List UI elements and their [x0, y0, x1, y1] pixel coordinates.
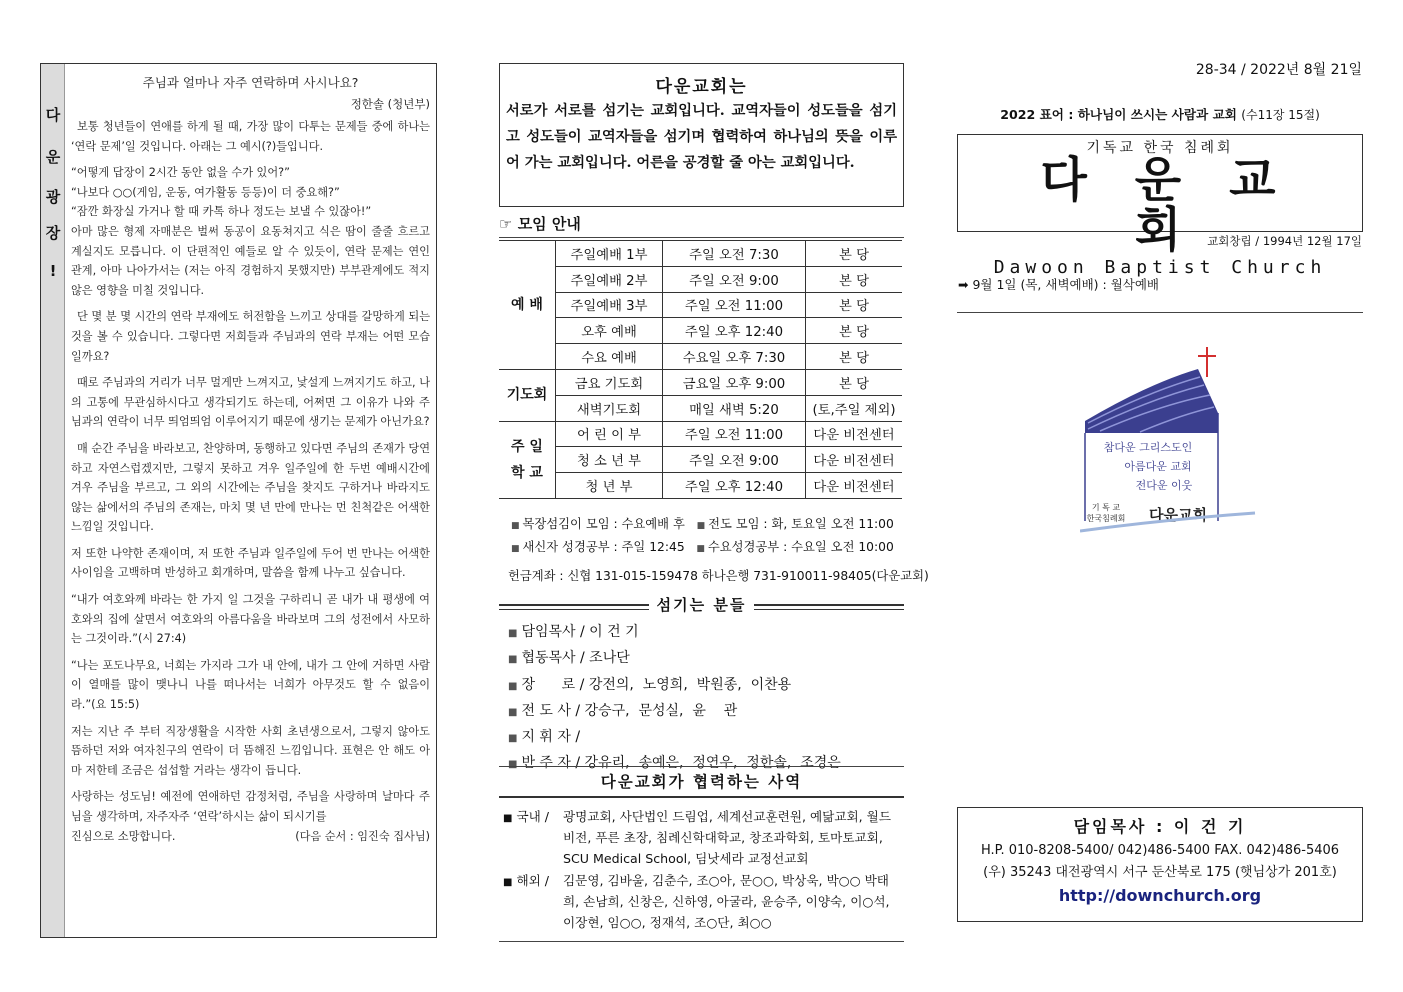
service-name: 어 린 이 부 [556, 421, 663, 447]
issue-date: 28-34 / 2022년 8월 21일 [1195, 62, 1362, 78]
list-item [508, 673, 841, 699]
service-place: 본 당 [806, 369, 903, 395]
paragraph: “내가 여호와께 바라는 한 가지 일 그것을 구하리니 곧 내가 내 평생에 여호와의 집에 살면서 여호와의 아름다움을 바라보며 그의 성전에서 사모하는 그것이라.”(시 27:4) [71, 593, 430, 646]
quote: “잠깐 화장실 가거나 할 때 카톡 하나 정도는 보낼 수 있잖아!” [71, 205, 372, 219]
church-name: 다운교회 [1040, 152, 1324, 258]
mission-title: 다운교회는 [655, 77, 748, 97]
servers-title: 섬기는 분들 [649, 596, 755, 614]
paragraph: 단 몇 분 몇 시간의 연락 부재에도 허전함을 느끼고 상대를 갈망하게 되는 것을 볼 수 있습니다. 그렇다면 저희들과 주님과의 연락 부재는 어떤 모습일까요? [71, 310, 430, 363]
quote: “어떻게 답장이 2시간 동안 없을 수가 있어?” [71, 166, 290, 180]
square-bullet-icon: ■ [508, 628, 518, 639]
coop-header: 다운교회가 협력하는 사역 [499, 766, 904, 798]
note-text: 전도 모임 : 화, 토요일 오전 11:00 [708, 517, 894, 531]
pointing-hand-icon: ☞ [499, 215, 513, 233]
table-row [499, 395, 902, 421]
service-time: 주일 오전 9:00 [663, 266, 806, 292]
arrow-right-icon: ➡ [958, 277, 969, 292]
table-row [499, 421, 902, 447]
service-name: 새벽기도회 [556, 395, 663, 421]
table-row [499, 241, 902, 267]
quote: “나보다 ○○(게임, 운동, 여가활동 등등)이 더 중요해?” [71, 185, 340, 199]
denomination: 기독교 한국 침례회 [1086, 140, 1234, 156]
side-char: 광 [45, 188, 61, 206]
square-bullet-icon: ■ [511, 544, 520, 554]
article-title: 주님과 얼마나 자주 연락하며 사시나요? [142, 75, 359, 90]
announcement-text: 9월 1일 (목, 새벽예배) : 월삭예배 [972, 277, 1160, 292]
coop-row [503, 806, 903, 870]
paragraph: 때로 주님과의 거리가 너무 멀게만 느껴지고, 낯설게 느껴지기도 하고, 나의 고통에 무관심하시다고 생각되기도 하는데, 어쩌면 그 이유가 나와 주님과의 연락이 너무 띄엄띄엄 이루어지기 때문에 생기는 문제가 아닌가요? [71, 376, 430, 429]
note-row [511, 514, 894, 537]
article-author: 정한솔 (청년부) [350, 97, 430, 111]
article-footer [71, 827, 430, 847]
service-place: 본 당 [806, 344, 903, 370]
category-line: 주 일 [511, 438, 543, 455]
service-place: 본 당 [806, 241, 903, 267]
side-char: 장 [45, 224, 61, 242]
service-name: 금요 기도회 [556, 369, 663, 395]
coop-text: 광명교회, 사단법인 드림업, 세계선교훈련원, 예닮교회, 월드비전, 푸른 초장, 침례신학대학교, 창조과학회, 토마토교회, SCU Medical School, 딤낫세라 교정선교회 [563, 809, 892, 867]
side-char: 다 [45, 106, 61, 124]
service-time: 주일 오후 12:40 [663, 318, 806, 344]
table-row [499, 318, 902, 344]
label-text: 해외 / [516, 872, 550, 888]
coop-list [503, 806, 903, 933]
square-bullet-icon: ■ [503, 876, 513, 888]
logo-sub: 한국침례회 [1086, 514, 1126, 523]
logo-name: 다운교회 [1149, 506, 1207, 524]
note-text: 목장섬김이 모임 : 수요예배 후 [522, 517, 685, 531]
side-label [41, 64, 65, 937]
square-bullet-icon: ■ [508, 733, 518, 745]
offering-account: 헌금계좌 : 신협 131-015-159478 하나은행 731-910011-98405(다운교회) [508, 569, 929, 583]
server-text: 장 로 / 강전의, 노영희, 박원종, 이찬용 [521, 676, 792, 693]
servers-title-wrap [499, 594, 904, 615]
paragraph: 매 순간 주님을 바라보고, 찬양하며, 동행하고 있다면 주님의 존재가 당연하고 자연스럽겠지만, 그렇지 못하고 겨우 일주일에 한 두번 예배시간에 겨우 주님을 부르고, 그 외의 시간에는 주님을 찾지도 구하거나 바라지도 않는 삶에서의 주님의 존재는, 마치 몇 년 만에 만나는 먼 친척같은 어색한 느낌일 것입니다. [71, 441, 430, 534]
contact-address: (우) 35243 대전광역시 서구 둔산북로 175 (햇님상가 201호) [983, 865, 1337, 880]
service-name: 오후 예배 [556, 318, 663, 344]
service-time: 금요일 오후 9:00 [663, 369, 806, 395]
paragraph: 저는 지난 주 부터 직장생활을 시작한 사회 초년생으로서, 그렇지 않아도 뜸하던 저와 여자친구의 연락이 더 뜸해진 느낌입니다. 표현은 안 해도 아마 저한테 조금은 섭섭할 거라는 생각이 듭니다. [71, 724, 430, 777]
church-logo [1080, 343, 1260, 543]
pastor-title: 담임목사 : 이 건 기 [1073, 817, 1247, 836]
service-place: (토,주일 제외) [806, 395, 903, 421]
divider [957, 312, 1363, 313]
server-text: 전 도 사 / 강승구, 문성실, 윤 관 [521, 702, 738, 719]
servers-list [508, 620, 841, 778]
square-bullet-icon: ■ [508, 706, 518, 718]
motto-text: 2022 표어 : 하나님이 쓰시는 사람과 교회 [1000, 107, 1237, 122]
category-line: 학 교 [511, 464, 543, 481]
logo-line: 참다운 그리스도인 [1103, 441, 1193, 454]
church-website-link[interactable]: http://downchurch.org [1058, 886, 1262, 905]
contact-phone: H.P. 010-8208-5400/ 042)486-5400 FAX. 042)486-5406 [980, 843, 1340, 858]
next-writer: (다음 순서 : 임진숙 집사님) [295, 829, 430, 843]
church-building-icon [1080, 343, 1260, 543]
table-row [499, 447, 902, 473]
list-item [508, 699, 841, 725]
service-place: 본 당 [806, 266, 903, 292]
square-bullet-icon: ■ [696, 544, 705, 554]
service-name: 청 소 년 부 [556, 447, 663, 473]
category-sunday-school [499, 421, 556, 498]
coop-row [503, 870, 903, 934]
coop-label [503, 870, 563, 934]
mission-box [499, 63, 904, 207]
divider [499, 237, 904, 238]
note-text: 수요성경공부 : 수요일 오전 10:00 [707, 540, 894, 554]
square-bullet-icon: ■ [508, 654, 518, 666]
paragraph: “나는 포도나무요, 너희는 가지라 그가 내 안에, 내가 그 안에 거하면 사람이 열매를 많이 맺나니 나를 떠나서는 너희가 아무것도 할 수 없음이라.”(요 15:5) [71, 658, 430, 712]
category-prayer: 기도회 [499, 369, 556, 421]
mission-body: 서로가 서로를 섬기는 교회입니다. 교역자들이 성도들을 섬기고 성도들이 교역자들을 섬기며 협력하여 하나님의 뜻을 이루어 가는 교회입니다. 어른을 공경할 줄 아는 교회입니다. [506, 103, 897, 171]
logo-sub: 기 독 교 [1091, 503, 1121, 512]
table-row [499, 292, 902, 318]
service-time: 수요일 오후 7:30 [663, 344, 806, 370]
square-bullet-icon: ■ [508, 759, 518, 771]
square-bullet-icon: ■ [508, 680, 518, 692]
square-bullet-icon: ■ [696, 521, 706, 531]
service-time: 주일 오전 7:30 [663, 241, 806, 267]
square-bullet-icon: ■ [503, 813, 513, 824]
paragraph: 보통 청년들이 연애를 하게 될 때, 가장 많이 다투는 문제들 중에 하나는 ‘연락 문제’일 것입니다. 아래는 그 예시(?)들입니다. [71, 120, 430, 153]
service-place: 본 당 [806, 292, 903, 318]
service-place: 본 당 [806, 318, 903, 344]
side-char: ! [49, 262, 57, 280]
coop-label [503, 806, 563, 870]
list-item [508, 646, 841, 672]
table-row [499, 369, 902, 395]
motto-ref: (수11장 15절) [1241, 108, 1320, 122]
paragraph: 아마 많은 형제 자매분은 벌써 동공이 요동쳐지고 식은 땀이 줄줄 흐르고 계실지도 모릅니다. 이 단편적인 예들로 알 수 있듯이, 연락 문제는 연인 관계, 아마 나아가서는 (저는 아직 경험하지 못했지만) 부부관계에도 적지 않은 영향을 미칠 것입니다. [71, 224, 430, 297]
logo-line: 아름다운 교회 [1124, 460, 1192, 473]
service-place: 다운 비전센터 [806, 447, 903, 473]
service-place: 다운 비전센터 [806, 473, 903, 499]
server-text: 담임목사 / 이 건 기 [521, 624, 639, 640]
closing-text: 진심으로 소망합니다. [71, 829, 176, 843]
paragraph: 저 또한 나약한 존재이며, 저 또한 주님과 일주일에 두어 번 만나는 어색한 사이임을 고백하며 반성하고 회개하며, 말씀을 함께 나누고 싶습니다. [71, 546, 430, 580]
servers-header [499, 594, 904, 616]
service-time: 주일 오전 11:00 [663, 421, 806, 447]
logo-line: 전다운 이웃 [1135, 479, 1193, 492]
church-name-english: Dawoon Baptist Church [993, 257, 1327, 278]
meetings-header [499, 213, 581, 234]
list-item [508, 620, 841, 646]
service-name: 주일예배 1부 [556, 241, 663, 267]
square-bullet-icon: ■ [511, 521, 520, 531]
announcement [958, 275, 1159, 293]
server-text: 반 주 자 / 강유리, 송예은, 정연우, 정한솔, 조경은 [521, 755, 841, 772]
service-name: 주일예배 3부 [556, 292, 663, 318]
category-worship: 예 배 [499, 241, 556, 370]
service-time: 주일 오전 9:00 [663, 447, 806, 473]
motto [958, 104, 1362, 123]
contact-info [958, 840, 1362, 884]
service-name: 청 년 부 [556, 473, 663, 499]
schedule-table [499, 240, 902, 499]
service-name: 수요 예배 [556, 344, 663, 370]
service-name: 주일예배 2부 [556, 266, 663, 292]
column-article [40, 63, 437, 938]
list-item [508, 725, 841, 751]
note-text: 새신자 성경공부 : 주일 12:45 [522, 540, 685, 554]
founded-date: 교회창립 / 1994년 12월 17일 [1207, 234, 1362, 248]
table-row [499, 344, 902, 370]
side-char: 운 [45, 148, 61, 166]
table-row [499, 266, 902, 292]
coop-text: 김문영, 김바울, 김춘수, 조○아, 문○○, 박상욱, 박○○ 박태희, 손남희, 신창은, 신하영, 아굴라, 윤승주, 이양숙, 이○석, 이장현, 임○○, 정재석, 조○단, 최○○ [563, 872, 890, 931]
divider [499, 941, 904, 942]
service-time: 주일 오전 11:00 [663, 292, 806, 318]
label-text: 국내 / [516, 809, 550, 824]
service-time: 주일 오후 12:40 [663, 473, 806, 499]
service-time: 매일 새벽 5:20 [663, 395, 806, 421]
note-row [511, 537, 894, 560]
service-place: 다운 비전센터 [806, 421, 903, 447]
server-text: 지 휘 자 / [521, 729, 581, 746]
server-text: 협동목사 / 조나단 [521, 650, 630, 667]
table-row [499, 473, 902, 499]
article-body [71, 64, 430, 846]
pastor-box [957, 807, 1363, 922]
meetings-title: 모임 안내 [517, 215, 581, 233]
meeting-notes [511, 514, 894, 560]
paragraph: 사랑하는 성도님! 예전에 연애하던 감정처럼, 주님을 사랑하며 날마다 주님을 생각하며, 자주자주 ‘연락’하시는 삶이 되시기를 [71, 790, 430, 823]
